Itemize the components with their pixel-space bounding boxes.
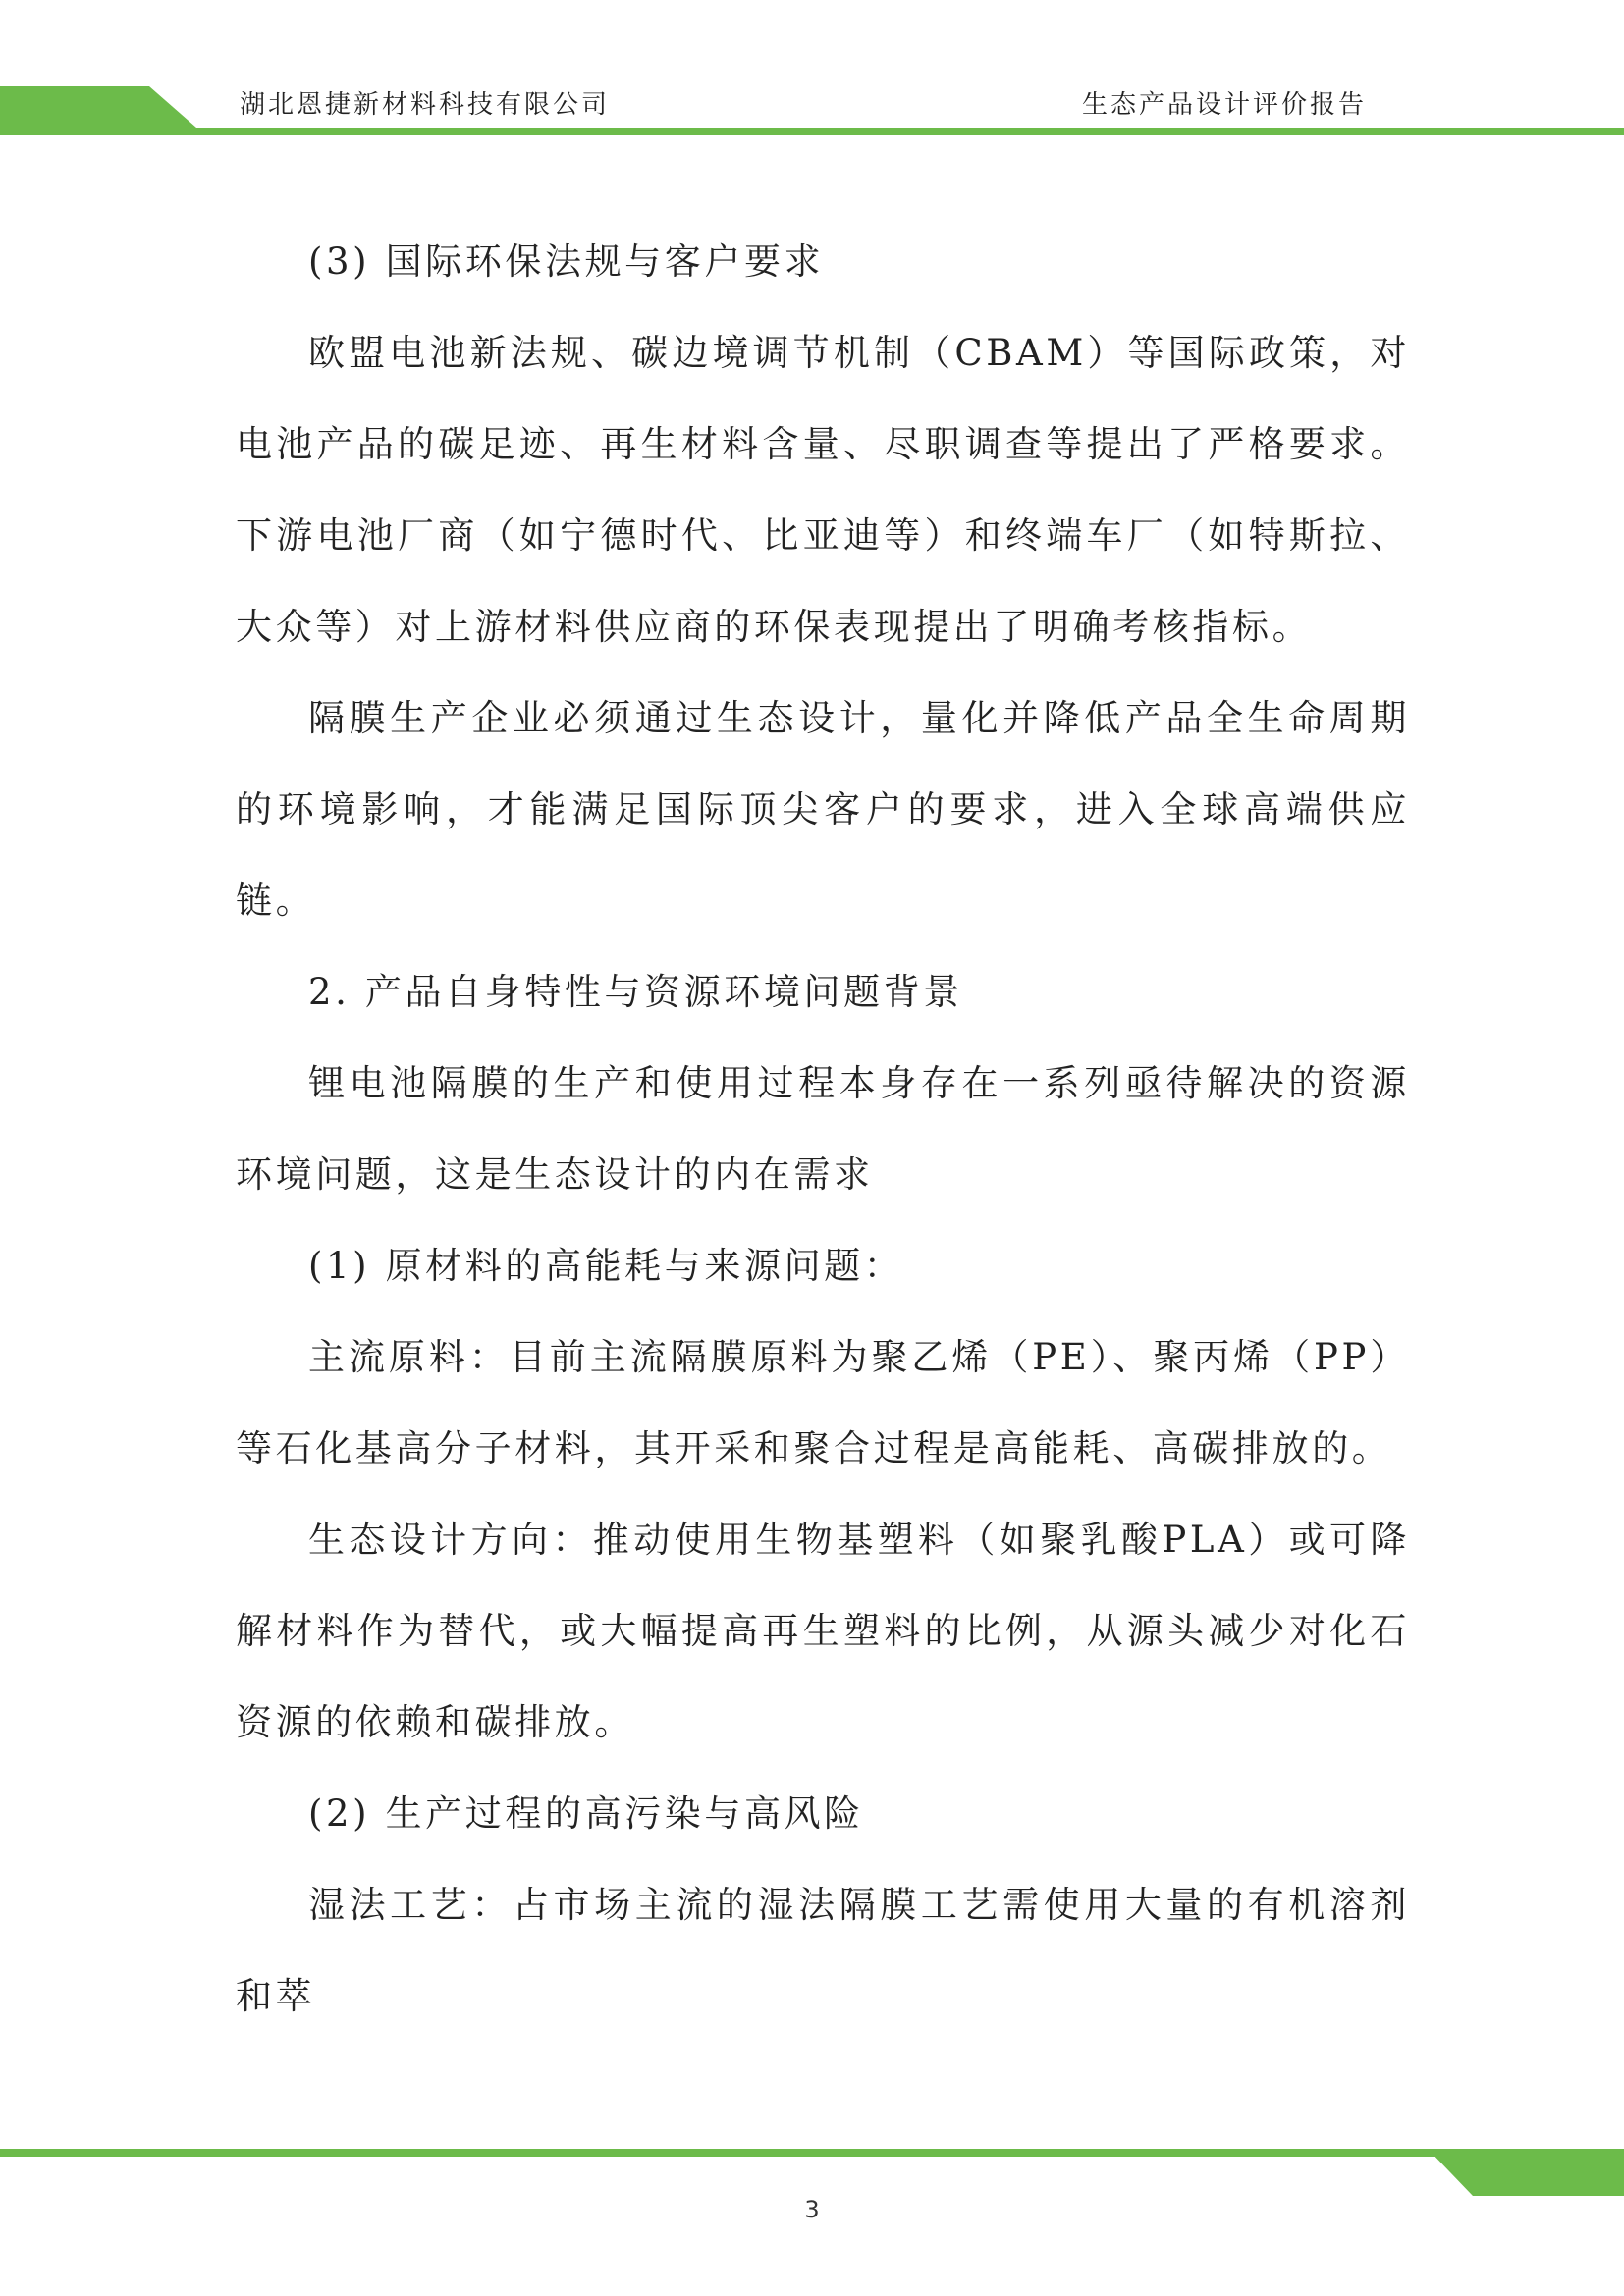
footer-right-tab [1428, 2149, 1624, 2196]
section-heading: (3) 国际环保法规与客户要求 [308, 240, 825, 283]
body-paragraph: 生态设计方向：推动使用生物基塑料（如聚乳酸PLA）或可降解材料作为替代，或大幅提高再生塑料的比例，从源头减少对化石资源的依赖和碳排放。 [236, 1519, 1410, 1743]
header-company-name: 湖北恩捷新材料科技有限公司 [240, 90, 611, 120]
document-body [236, 216, 1410, 2042]
section-heading: (1) 原材料的高能耗与来源问题： [308, 1245, 904, 1287]
section-heading: (2) 生产过程的高污染与高风险 [308, 1792, 864, 1835]
section-heading: 2. 产品自身特性与资源环境问题背景 [308, 971, 963, 1013]
body-paragraph: 主流原料：目前主流隔膜原料为聚乙烯（PE）、聚丙烯（PP）等石化基高分子材料，其开采和聚合过程是高能耗、高碳排放的。 [236, 1336, 1410, 1469]
footer-rule [0, 2149, 1624, 2157]
body-paragraph: 湿法工艺：占市场主流的湿法隔膜工艺需使用大量的有机溶剂和萃 [236, 1884, 1410, 2017]
body-paragraph: 锂电池隔膜的生产和使用过程本身存在一系列亟待解决的资源环境问题，这是生态设计的内在需求 [236, 1062, 1410, 1196]
page-number: 3 [804, 2196, 820, 2223]
header-left-tab [0, 86, 196, 128]
body-paragraph: 欧盟电池新法规、碳边境调节机制（CBAM）等国际政策，对电池产品的碳足迹、再生材料含量、尽职调查等提出了严格要求。下游电池厂商（如宁德时代、比亚迪等）和终端车厂（如特斯拉、大众等）对上游材料供应商的环保表现提出了明确考核指标。 [236, 332, 1410, 648]
header-rule [0, 128, 1624, 135]
body-paragraph: 隔膜生产企业必须通过生态设计，量化并降低产品全生命周期的环境影响，才能满足国际顶尖客户的要求，进入全球高端供应链。 [236, 697, 1410, 922]
header-report-title: 生态产品设计评价报告 [1081, 90, 1367, 120]
header-band [0, 0, 1624, 147]
